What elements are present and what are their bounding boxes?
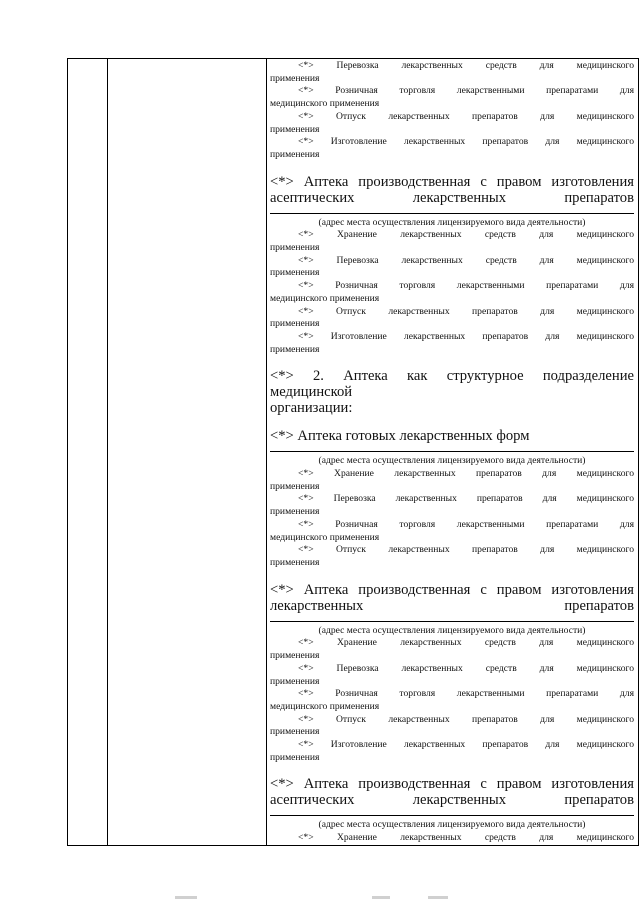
scan-mark bbox=[428, 896, 448, 899]
table-col-border-2 bbox=[107, 58, 108, 846]
list-item: <*> Изготовление лекарственных препаратов для медицинского применения bbox=[270, 739, 634, 763]
section-heading: <*> Аптека производственная с правом изготовления асептических лекарственных препаратов bbox=[270, 173, 634, 206]
address-line bbox=[270, 621, 634, 622]
list-item: <*> Перевозка лекарственных средств для медицинского применения bbox=[270, 254, 634, 279]
scan-mark bbox=[175, 896, 197, 899]
address-line bbox=[270, 815, 634, 816]
list-item: <*> Перевозка лекарственных средств для медицинского применения bbox=[270, 60, 634, 84]
section-heading: <*> Аптека производственная с правом изготовления асептических лекарственных препаратов bbox=[270, 776, 634, 809]
section-heading: <*> 2. Аптека как структурное подразделение медицинской организации: bbox=[270, 368, 634, 417]
list-item: <*> Розничная торговля лекарственными препаратами для медицинского применения bbox=[270, 688, 634, 712]
address-caption: (адрес места осуществления лицензируемого вида деятельности) bbox=[318, 455, 586, 467]
list-item: <*> Хранение лекарственных препаратов для медицинского применения bbox=[270, 468, 634, 492]
address-caption: (адрес места осуществления лицензируемого вида деятельности) bbox=[318, 216, 586, 228]
address-caption: (адрес места осуществления лицензируемого вида деятельности) bbox=[318, 624, 586, 636]
list-item: <*> Розничная торговля лекарственными препаратами для медицинского применения bbox=[270, 85, 634, 110]
list-item: <*> Хранение лекарственных средств для медицинского применения bbox=[270, 637, 634, 662]
activity-list-3 bbox=[270, 468, 634, 570]
table-top-border bbox=[67, 58, 639, 59]
list-item: <*> Отпуск лекарственных препаратов для медицинского применения bbox=[270, 713, 634, 738]
list-item: <*> Перевозка лекарственных препаратов для медицинского применения bbox=[270, 493, 634, 518]
address-line bbox=[270, 451, 634, 452]
list-item: <*> Перевозка лекарственных средств для медицинского применения bbox=[270, 662, 634, 687]
list-item: <*> Хранение лекарственных средств для медицинского применения bbox=[270, 229, 634, 254]
table-col-border-4 bbox=[638, 58, 639, 846]
address-line bbox=[270, 213, 634, 214]
section-heading: <*> Аптека готовых лекарственных форм bbox=[270, 428, 530, 445]
list-item: <*> Розничная торговля лекарственными препаратами для медицинского применения bbox=[270, 518, 634, 543]
address-caption: (адрес места осуществления лицензируемого вида деятельности) bbox=[318, 819, 586, 831]
activity-list-1 bbox=[270, 60, 634, 162]
list-item: <*> Изготовление лекарственных препаратов для медицинского применения bbox=[270, 136, 634, 160]
scan-mark bbox=[372, 896, 390, 899]
table-col-border-1 bbox=[67, 58, 68, 846]
activity-list-4 bbox=[270, 637, 634, 764]
list-item: <*> Отпуск лекарственных препаратов для медицинского применения bbox=[270, 110, 634, 135]
list-item: <*> Розничная торговля лекарственными препаратами для медицинского применения bbox=[270, 280, 634, 304]
table-bottom-border bbox=[67, 845, 639, 846]
list-item: <*> Хранение лекарственных средств для медицинского bbox=[298, 832, 634, 844]
list-item: <*> Отпуск лекарственных препаратов для медицинского применения bbox=[270, 544, 634, 568]
section-heading: <*> Аптека производственная с правом изготовления лекарственных препаратов bbox=[270, 581, 634, 614]
list-item: <*> Отпуск лекарственных препаратов для медицинского применения bbox=[270, 305, 634, 330]
content-column bbox=[270, 60, 634, 845]
activity-list-2 bbox=[270, 229, 634, 356]
activity-list-5 bbox=[270, 832, 634, 845]
list-item: <*> Изготовление лекарственных препаратов для медицинского применения bbox=[270, 330, 634, 355]
table-col-border-3 bbox=[266, 58, 267, 846]
